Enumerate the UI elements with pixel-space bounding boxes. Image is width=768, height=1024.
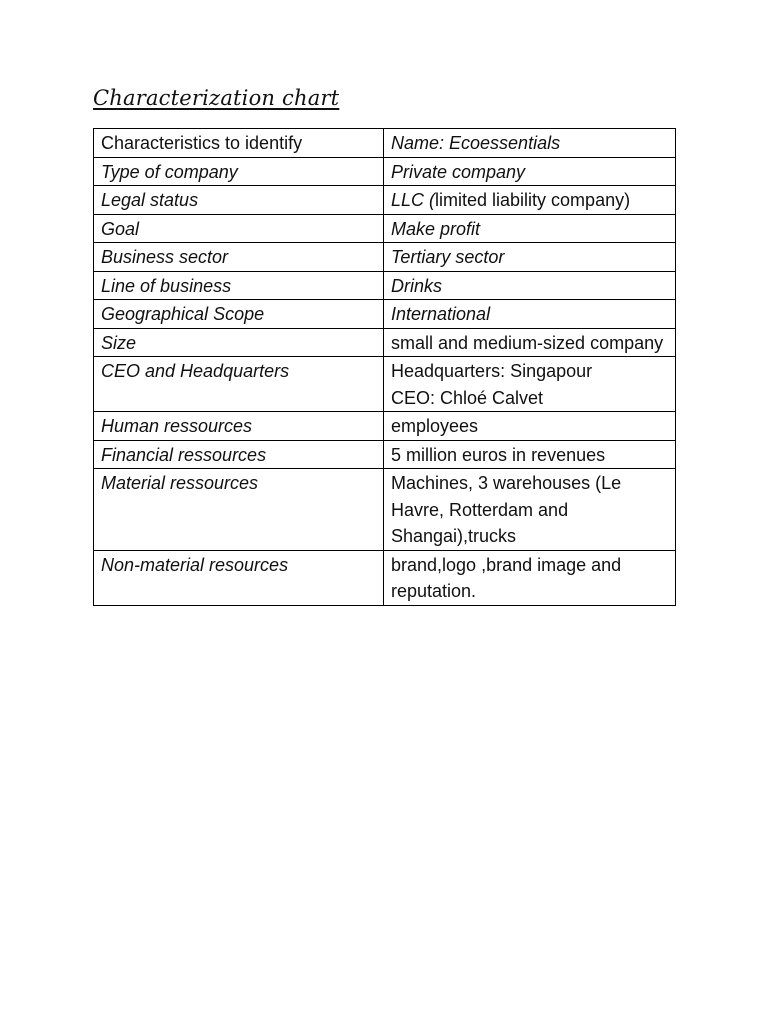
table-row: [94, 271, 676, 300]
row-value: Drinks: [384, 271, 676, 300]
row-value: Tertiary sector: [384, 243, 676, 272]
row-value: 5 million euros in revenues: [384, 440, 676, 469]
table-row: [94, 550, 676, 605]
row-label: Size: [94, 328, 384, 357]
table-row: [94, 440, 676, 469]
row-label: Non-material resources: [94, 550, 384, 605]
table-row: [94, 214, 676, 243]
table-row: [94, 357, 676, 412]
page-title: Characterization chart: [93, 86, 340, 110]
row-value: [384, 357, 676, 412]
row-label: Line of business: [94, 271, 384, 300]
table-row: [94, 186, 676, 215]
row-label: Financial ressources: [94, 440, 384, 469]
row-value-rest: limited liability company): [435, 190, 631, 210]
row-label: CEO and Headquarters: [94, 357, 384, 412]
row-value: brand,logo ,brand image and reputation.: [384, 550, 676, 605]
row-value: Machines, 3 warehouses (Le Havre, Rotterdam and Shangai),trucks: [384, 469, 676, 551]
table-row: [94, 243, 676, 272]
header-value-cell: Name: Ecoessentials: [384, 129, 676, 158]
row-label: Human ressources: [94, 412, 384, 441]
headquarters-line: Headquarters: Singapour: [391, 361, 593, 381]
row-label: Legal status: [94, 186, 384, 215]
table-row: [94, 412, 676, 441]
row-label: Geographical Scope: [94, 300, 384, 329]
row-value: Private company: [384, 157, 676, 186]
row-value-italic-part: LLC (: [391, 190, 436, 210]
ceo-line: CEO: Chloé Calvet: [391, 387, 544, 408]
row-value: International: [384, 300, 676, 329]
row-value: [384, 186, 676, 215]
table-row: [94, 328, 676, 357]
table-header-row: [94, 129, 676, 158]
row-label: Goal: [94, 214, 384, 243]
row-label: Material ressources: [94, 469, 384, 551]
table-row: [94, 157, 676, 186]
row-label: Type of company: [94, 157, 384, 186]
characterization-table: [93, 128, 676, 606]
row-value: employees: [384, 412, 676, 441]
table-row: [94, 300, 676, 329]
row-value: small and medium-sized company: [384, 328, 676, 357]
header-label-cell: Characteristics to identify: [94, 129, 384, 158]
table-row: [94, 469, 676, 551]
row-value: Make profit: [384, 214, 676, 243]
row-label: Business sector: [94, 243, 384, 272]
